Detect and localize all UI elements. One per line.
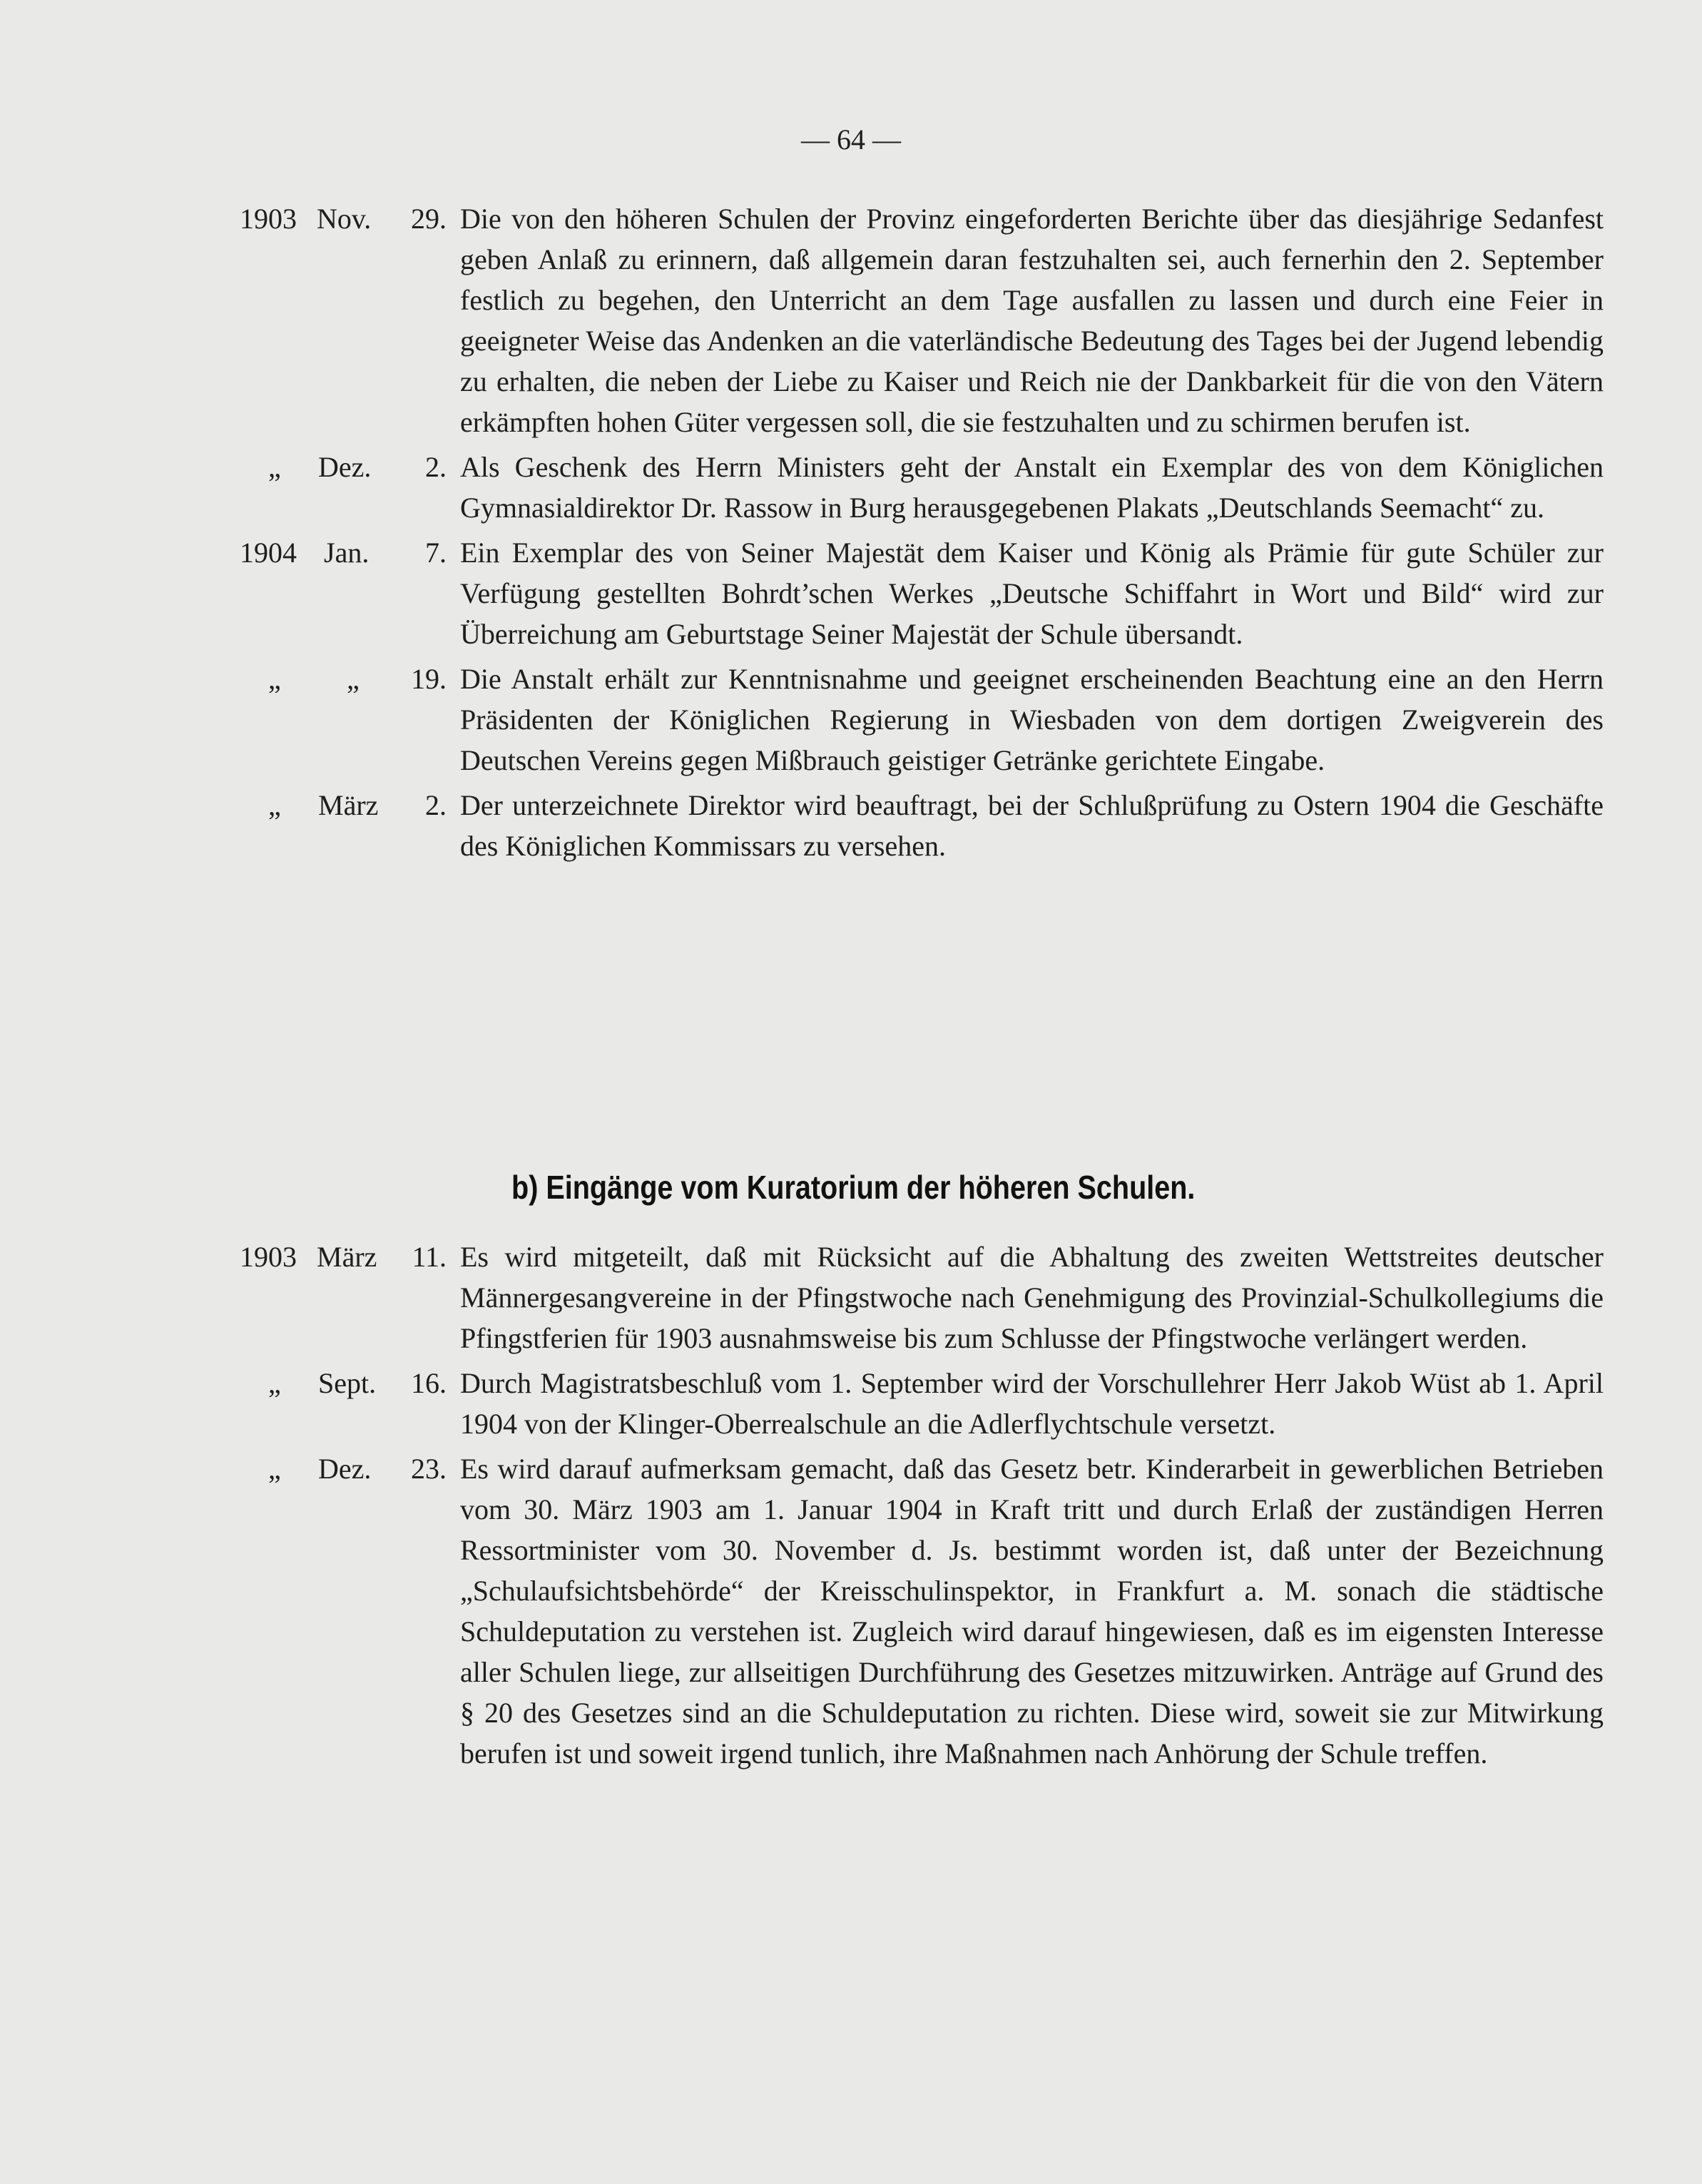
entry bbox=[0, 659, 1702, 781]
entry-year: 1904 bbox=[240, 537, 297, 569]
entry-month: Dez. bbox=[318, 451, 372, 483]
entry-text: Es wird darauf aufmerksam gemacht, daß das Gesetz betr. Kinderarbeit in gewerblichen Betrieben vom 30. März 1903 am 1. Januar 1904 in Kraft tritt und durch Erlaß der zuständigen Herren Ressortminister vom 30. November d. Js. bestimmt worden ist, daß unter der Bezeichnung „Schulaufsichtsbehörde“ der Kreisschulinspektor, in Frankfurt a. M. sonach die städtische Schuldeputation zu verstehen ist. Zugleich wird darauf hingewiesen, daß es im eigensten Interesse aller Schulen liege, zur allseitigen Durchführung des Gesetzes mitzuwirken. Anträge auf Grund des § 20 des Gesetzes sind an die Schuldeputation zu richten. Diese wird, soweit sie zur Mitwirkung berufen ist und soweit irgend tunlich, ihre Maßnahmen nach Anhörung der Schule treffen. bbox=[460, 1453, 1604, 1769]
page-number: — 64 — bbox=[801, 123, 901, 156]
entry-date bbox=[240, 447, 447, 487]
entry bbox=[0, 1448, 1702, 1774]
entry-date bbox=[240, 1363, 447, 1403]
entry-year: 1903 bbox=[240, 1241, 297, 1273]
entry-day: 16. bbox=[411, 1367, 447, 1399]
entry-month: Dez. bbox=[318, 1453, 372, 1485]
entry-day: 29. bbox=[411, 203, 447, 235]
entry-month: „ bbox=[347, 663, 360, 695]
entry-date bbox=[240, 785, 447, 826]
entry-year: „ bbox=[268, 663, 281, 695]
entry-text: Ein Exemplar des von Seiner Majestät dem Kaiser und König als Prämie für gute Schüler zur Verfügung gestellten Bohrdt’schen Werkes „Deutsche Schiffahrt in Wort und Bild“ wird zur Überreichung am Geburtstage Seiner Majestät der Schule übersandt. bbox=[460, 537, 1604, 650]
entry-year: „ bbox=[268, 1453, 281, 1485]
entry bbox=[0, 532, 1702, 654]
entry-date bbox=[240, 198, 447, 239]
section-a-entries bbox=[0, 198, 1702, 866]
section-b-entries bbox=[0, 1236, 1702, 1774]
entry-text: Es wird mitgeteilt, daß mit Rücksicht auf die Abhaltung des zweiten Wettstreites deutscher Männergesangvereine in der Pfingstwoche nach Genehmigung des Provinzial-Schulkollegiums die Pfingstferien für 1903 ausnahmsweise bis zum Schlusse der Pfingstwoche verlängert werden. bbox=[460, 1241, 1604, 1354]
entry bbox=[0, 1236, 1702, 1358]
entry-text: Durch Magistratsbeschluß vom 1. September wird der Vorschullehrer Herr Jakob Wüst ab 1. April 1904 von der Klinger-Oberrealschule an die Adlerflychtschule versetzt. bbox=[460, 1367, 1604, 1440]
entry-text: Die Anstalt erhält zur Kenntnisnahme und geeignet erscheinenden Beachtung eine an den Herrn Präsidenten der Königlichen Regierung in Wiesbaden von dem dortigen Zweigverein des Deutschen Vereins gegen Mißbrauch geistiger Getränke gerichtete Eingabe. bbox=[460, 663, 1604, 776]
entry-day: 2. bbox=[425, 451, 447, 483]
entry-text: Die von den höheren Schulen der Provinz eingeforderten Berichte über das diesjährige Sedanfest geben Anlaß zu erinnern, daß allgemein daran festzuhalten sei, auch fernerhin den 2. September festlich zu begehen, den Unterricht an dem Tage ausfallen zu lassen und durch eine Feier in geeigneter Weise das Andenken an die vaterländische Bedeutung des Tages bei der Jugend lebendig zu erhalten, die neben der Liebe zu Kaiser und Reich nie der Dankbarkeit für die von den Vätern erkämpften hohen Güter vergessen soll, die sie festzuhalten und zu schirmen berufen ist. bbox=[460, 203, 1604, 438]
entry-day: 2. bbox=[425, 789, 447, 821]
entry-year: „ bbox=[268, 789, 281, 821]
entry-day: 11. bbox=[412, 1241, 447, 1273]
entry-text: Als Geschenk des Herrn Ministers geht der Anstalt ein Exemplar des von dem Königlichen Gymnasialdirektor Dr. Rassow in Burg herausgegebenen Plakats „Deutschlands Seemacht“ zu. bbox=[460, 451, 1604, 524]
entry-year: „ bbox=[268, 451, 281, 483]
entry-year: 1903 bbox=[240, 203, 297, 235]
entry-date bbox=[240, 659, 447, 699]
entry-date bbox=[240, 1448, 447, 1489]
entry-day: 7. bbox=[425, 537, 447, 569]
entry bbox=[0, 198, 1702, 442]
entry-month: Nov. bbox=[317, 203, 372, 235]
entry-text: Der unterzeichnete Direktor wird beauftragt, bei der Schlußprüfung zu Ostern 1904 die Geschäfte des Königlichen Kommissars zu versehen. bbox=[460, 789, 1604, 862]
entry-month: März bbox=[318, 789, 379, 821]
entry-day: 19. bbox=[411, 663, 447, 695]
entry bbox=[0, 1363, 1702, 1444]
entry-month: Jan. bbox=[324, 537, 370, 569]
section-b-heading: b) Eingänge vom Kuratorium der höheren Schulen. bbox=[511, 1169, 1196, 1206]
entry-day: 23. bbox=[411, 1453, 447, 1485]
entry-date bbox=[240, 532, 447, 573]
entry bbox=[0, 447, 1702, 528]
entry-month: Sept. bbox=[318, 1367, 377, 1399]
entry-year: „ bbox=[268, 1367, 281, 1399]
entry-date bbox=[240, 1236, 447, 1277]
entry-month: März bbox=[317, 1241, 377, 1273]
entry bbox=[0, 785, 1702, 866]
